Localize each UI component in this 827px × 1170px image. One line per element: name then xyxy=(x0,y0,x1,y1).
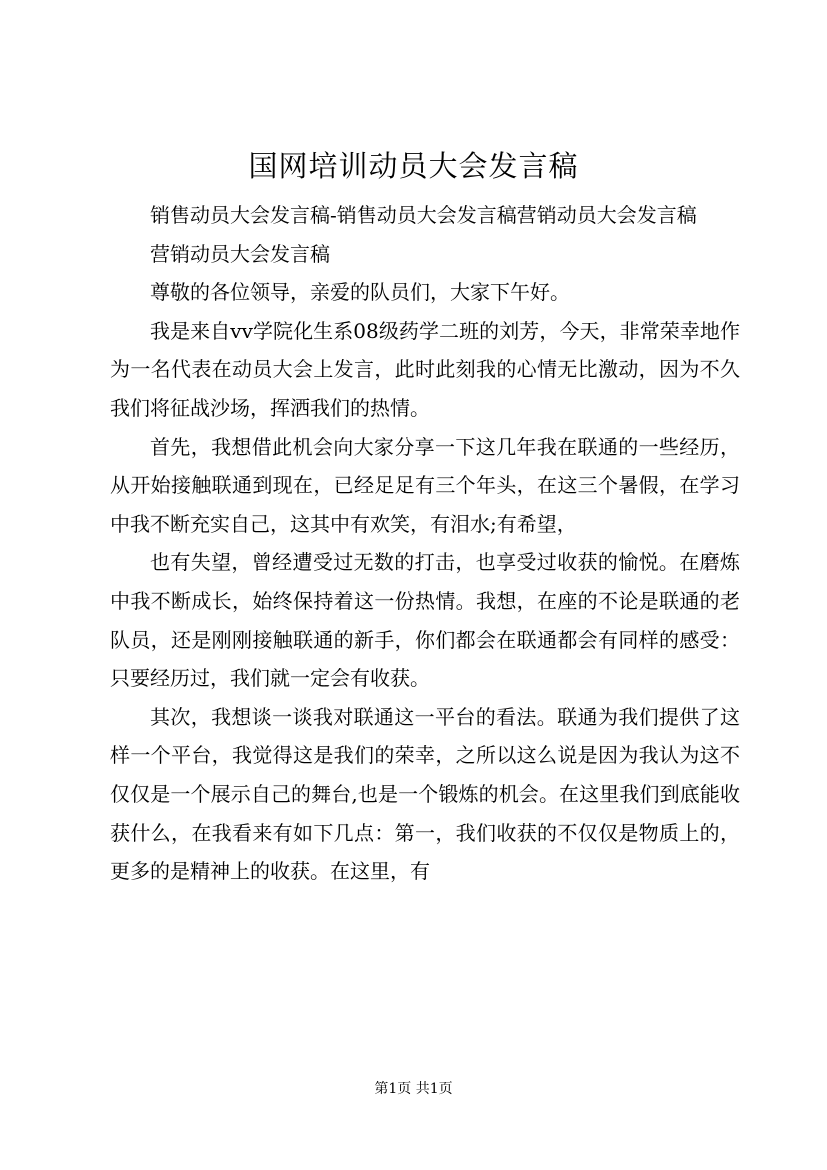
document-title: 国网培训动员大会发言稿 xyxy=(248,149,579,183)
paragraph: 首先，我想借此机会向大家分享一下这几年我在联通的一些经历，从开始接触联通到现在，已经足足有三个年头，在这三个暑假，在学习中我不断充实自己，这其中有欢笑，有泪水;有希望， xyxy=(110,434,740,536)
paragraph: 销售动员大会发言稿-销售动员大会发言稿营销动员大会发言稿 xyxy=(150,203,697,227)
paragraph: 我是来自vv学院化生系08级药学二班的刘芳，今天，非常荣幸地作为一名代表在动员大会上发言，此时此刻我的心情无比激动，因为不久我们将征战沙场，挥洒我们的热情。 xyxy=(110,318,740,420)
paragraph: 也有失望，曾经遭受过无数的打击，也享受过收获的愉悦。在磨炼中我不断成长，始终保持着这一份热情。我想，在座的不论是联通的老队员，还是刚刚接触联通的新手，你们都会在联通都会有同样的感受：只要经历过，我们就一定会有收获。 xyxy=(110,550,740,691)
paragraph: 营销动员大会发言稿 xyxy=(150,241,330,266)
page-footer: 第1页 共1页 xyxy=(374,1081,453,1097)
paragraph: 尊敬的各位领导，亲爱的队员们，大家下午好。 xyxy=(150,280,570,305)
document-body xyxy=(110,196,740,891)
paragraph: 其次，我想谈一谈我对联通这一平台的看法。联通为我们提供了这样一个平台，我觉得这是我们的荣幸，之所以这么说是因为我认为这不仅仅是一个展示自己的舞台,也是一个锻炼的机会。在这里我们到底能收获什么，在我看来有如下几点：第一，我们收获的不仅仅是物质上的，更多的是精神上的收获。在这里，有 xyxy=(110,704,740,884)
